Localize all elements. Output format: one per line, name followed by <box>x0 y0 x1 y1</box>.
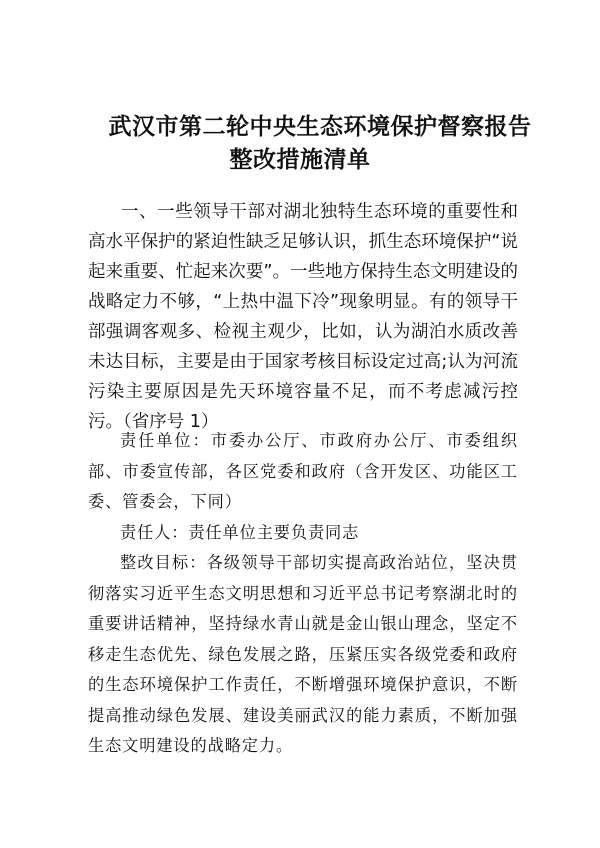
document-title-line-1: 武汉市第二轮中央生态环境保护督察报告 <box>108 113 532 140</box>
responsible-person-paragraph: 责任人：责任单位主要负责同志 <box>120 523 360 542</box>
responsible-unit-paragraph: 责任单位：市委办公厅、市政府办公厅、市委组织部、市委宣传部，各区党委和政府（含开发区、功能区工委、管委会，下同） <box>88 431 518 511</box>
rectification-goal-paragraph: 整改目标：各级领导干部切实提高政治站位，坚决贯彻落实习近平生态文明思想和习近平总书记考察湖北时的重要讲话精神，坚持绿水青山就是金山银山理念，坚定不移走生态优先、绿色发展之路，压紧压实各级党委和政府的生态环境保护工作责任，不断增强环境保护意识，不断提高推动绿色发展、建设美丽武汉的能力素质，不断加强生态文明建设的战略定力。 <box>88 553 518 755</box>
document-title-line-2: 整改措施清单 <box>229 146 371 173</box>
issue-paragraph: 一、一些领导干部对湖北独特生态环境的重要性和高水平保护的紧迫性缺乏足够认识，抓生态环境保护“说起来重要、忙起来次要”。一些地方保持生态文明建设的战略定力不够，“上热中温下冷”现象明显。有的领导干部强调客观多、检视主观少，比如，认为湖泊水质改善未达目标，主要是由于国家考核目标设定过高;认为河流污染主要原因是先天环境容量不足，而不考虑减污控污。（省序号 1） <box>88 202 518 432</box>
